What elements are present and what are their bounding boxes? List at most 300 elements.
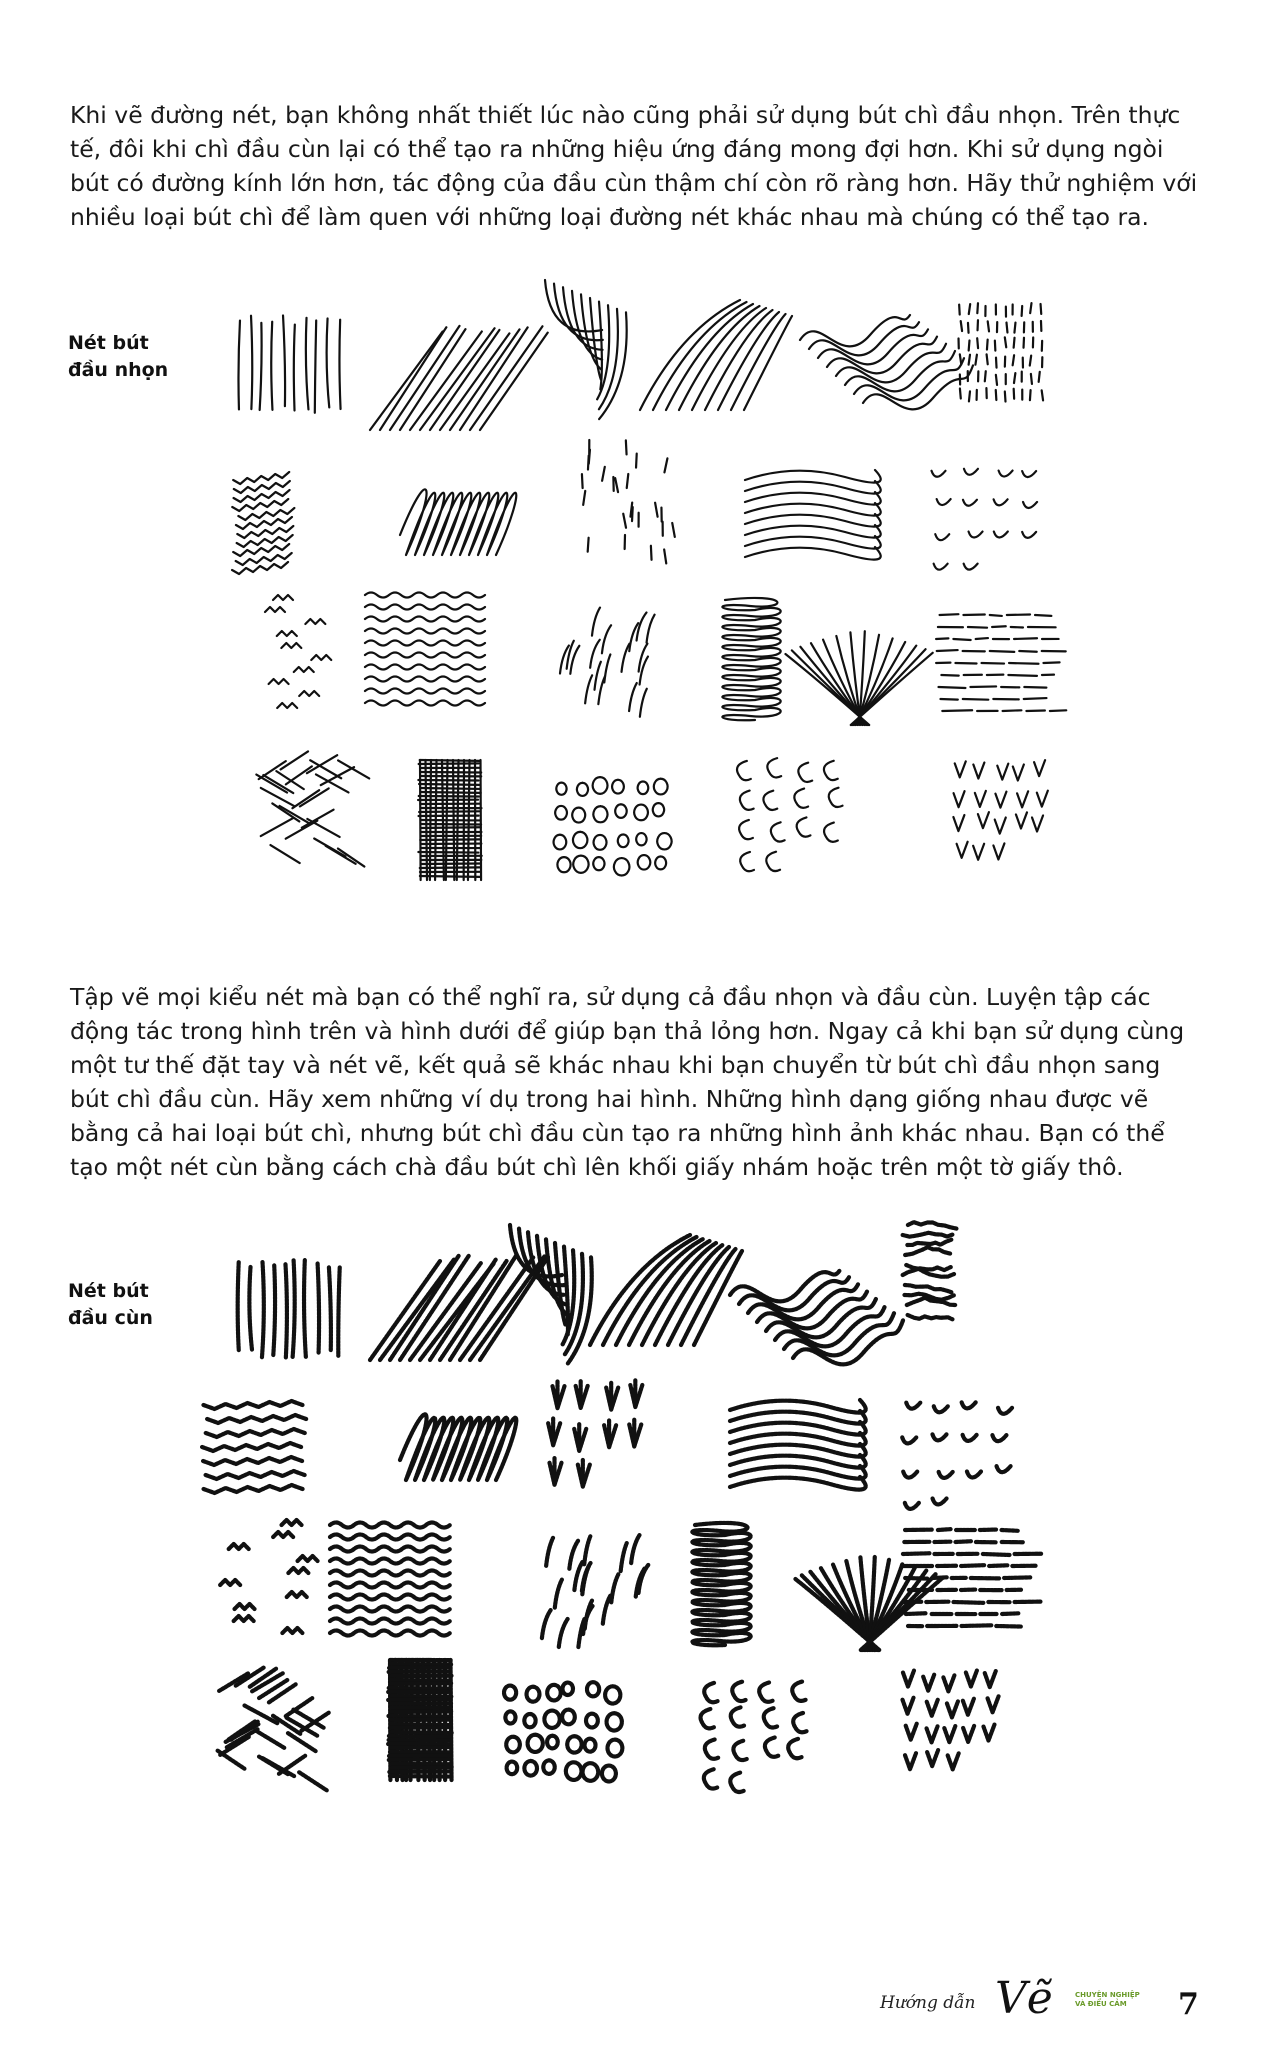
stroke-mark [389,1759,449,1760]
stroke-mark [987,340,988,350]
stroke-mark [963,614,984,615]
brand-subtitle [1075,1991,1140,2009]
stroke-mark [964,564,978,570]
stroke-mark [543,1760,554,1773]
stroke-mark [365,593,485,598]
stroke-mark [744,316,792,410]
stroke-mark [505,1711,515,1723]
stroke-mark [233,472,289,484]
stroke-mark [238,321,239,410]
stroke-mark [771,822,785,841]
stroke-mark [639,1565,649,1593]
stroke-mark [1008,675,1037,676]
vertical-lines-sample [238,1260,340,1358]
stroke-mark [983,1554,1010,1555]
stroke-mark [977,303,978,313]
stroke-mark [978,812,989,828]
zigzag-rows-sample [202,1401,306,1493]
stroke-mark [392,1767,452,1768]
stroke-mark [380,327,446,430]
dashed-vertical-sample [959,303,1044,401]
stroke-mark [973,844,984,860]
stroke-mark [236,553,292,565]
stroke-mark [903,1671,914,1687]
stroke-mark [1035,615,1051,616]
stroke-mark [203,1457,302,1465]
stroke-mark [906,1724,917,1740]
stroke-mark [544,1711,559,1728]
stroke-mark [961,321,962,331]
stroke-mark [937,499,951,505]
stroke-mark [559,1619,568,1647]
stroke-mark [1013,765,1024,781]
stroke-mark [269,679,289,684]
stroke-mark [567,1736,581,1752]
stroke-mark [563,1683,573,1695]
stroke-mark [903,1233,953,1237]
stroke-mark [527,1687,540,1702]
stroke-mark [908,1315,953,1319]
grass-clumps-sample [548,1379,642,1487]
crossed-hatch-sample [256,751,369,866]
stroke-mark [967,1471,981,1477]
intro-paragraph [70,98,1200,234]
stroke-mark [315,320,316,412]
stroke-mark [204,1485,303,1493]
stroke-mark [277,703,297,708]
sharp-stroke-samples [0,270,1283,950]
stroke-mark [588,538,589,552]
stroke-mark [430,1260,496,1360]
stroke-mark [906,1613,927,1614]
zigzag-hatch-sample [232,472,294,574]
stroke-mark [280,806,311,824]
stroke-mark [1039,372,1040,382]
stroke-mark [745,503,881,516]
stroke-mark [593,806,607,822]
stroke-mark [294,325,295,411]
stroke-mark [202,1443,301,1451]
stroke-mark [557,857,570,872]
stroke-mark [578,1459,590,1487]
stroke-mark [903,1472,917,1478]
stroke-mark [238,508,294,520]
stroke-mark [365,641,485,646]
wavy-horizontal-sample [365,593,485,706]
brand-sub-line1: CHUYÊN NGHIỆP [1075,1991,1140,1999]
stroke-mark [391,1680,451,1681]
stroke-mark [259,761,286,779]
stroke-mark [962,1402,976,1408]
stroke-mark [298,1556,318,1561]
stroke-mark [273,1532,293,1537]
brand-sub-line2: VÀ ĐIỂU CẢM [1075,2000,1127,2008]
stroke-mark [288,1733,316,1751]
stroke-mark [994,499,1008,505]
stroke-mark [318,1264,319,1353]
stroke-mark [450,329,520,430]
stroke-mark [562,1710,575,1725]
stroke-mark [329,1267,331,1351]
stroke-mark [392,1732,452,1733]
loop-coils-sample [722,598,780,720]
sharp-label-line2: đầu nhọn [68,359,169,381]
stroke-mark [606,1382,618,1410]
stroke-mark [763,791,777,810]
stroke-mark [585,675,592,703]
stroke-mark [612,780,624,794]
stroke-mark [629,683,637,711]
stroke-mark [995,818,1006,834]
stroke-mark [528,1735,543,1752]
stroke-mark [824,761,838,780]
stroke-mark [365,689,485,694]
dash-rows-sample [902,1529,1041,1626]
stroke-mark [953,1602,983,1603]
stroke-mark [504,1686,516,1700]
stroke-mark [1024,698,1047,699]
stroke-mark [430,330,499,430]
brand-prefix: Hướng dẫn [880,1993,976,2013]
stroke-mark [583,1763,599,1781]
stroke-mark [1005,337,1006,347]
vertical-lines-sample [238,316,340,413]
stroke-mark [961,1565,984,1566]
stroke-mark [664,549,666,563]
stroke-mark [292,790,319,808]
stroke-mark [1031,374,1032,384]
horizontal-waves-sample [730,1400,866,1490]
stroke-mark [590,640,600,668]
stroke-mark [583,491,585,505]
stroke-mark [615,478,618,492]
stroke-mark [987,354,988,364]
stroke-mark [722,598,780,720]
stroke-mark [263,775,293,793]
stroke-mark [824,823,838,842]
stroke-mark [1007,614,1030,615]
stroke-mark [338,849,364,867]
stroke-mark [993,843,1004,859]
stroke-mark [602,1766,616,1782]
c-curls-sample [737,758,843,871]
stroke-mark [906,1403,920,1409]
v-marks-sample [903,1671,999,1770]
stroke-mark [419,784,479,785]
stroke-mark [327,319,330,408]
stroke-mark [593,777,608,794]
wavy-horizontal-sample [330,1523,450,1636]
stroke-mark [203,1401,302,1409]
stroke-mark [611,1574,618,1602]
stroke-mark [389,1771,449,1772]
stroke-mark [420,839,480,840]
scribble-marks-sample [220,1520,317,1633]
page-number: 7 [1178,1987,1199,2022]
brand-word: Vẽ [995,1973,1053,2024]
stroke-mark [300,788,329,806]
stroke-mark [587,1682,599,1696]
stroke-mark [692,308,766,410]
stroke-mark [584,1536,590,1564]
stroke-mark [281,643,301,648]
stroke-mark [988,1696,999,1712]
stroke-mark [1037,791,1048,807]
stroke-mark [638,855,651,870]
stroke-mark [550,1457,562,1485]
stroke-mark [265,607,285,612]
stroke-mark [968,627,987,628]
stroke-mark [985,371,986,381]
stroke-mark [975,791,986,807]
stroke-mark [1022,471,1036,477]
stroke-mark [937,650,958,651]
stroke-mark [400,1414,516,1480]
stroke-mark [206,1471,305,1479]
dash-rows-sample [936,614,1066,711]
stroke-mark [939,1472,953,1478]
stroke-mark [419,763,479,764]
stroke-mark [636,833,646,845]
grass-strokes-sample [560,608,655,717]
stroke-mark [307,755,337,773]
stroke-mark [969,340,970,350]
stroke-mark [939,687,966,688]
stroke-mark [992,1435,1006,1441]
stroke-mark [745,481,881,494]
stroke-mark [255,1730,285,1748]
stroke-mark [964,469,978,475]
stroke-mark [927,1750,938,1766]
diagonal-hatch-sample [370,326,548,430]
stroke-mark [586,1714,598,1728]
stroke-mark [970,686,996,687]
stroke-mark [947,1701,958,1717]
stroke-mark [576,1380,588,1408]
stroke-mark [1002,1530,1019,1531]
stroke-mark [608,1740,623,1757]
stroke-mark [391,1683,451,1684]
stroke-mark [793,1713,807,1732]
stroke-mark [566,1762,582,1780]
stroke-mark [954,791,965,807]
stroke-mark [948,1753,959,1769]
stroke-mark [542,1610,551,1638]
stroke-mark [932,471,946,477]
stroke-mark [1014,373,1015,383]
stroke-mark [593,857,604,870]
stroke-mark [657,833,671,849]
stroke-mark [1017,791,1028,807]
stroke-mark [548,1417,560,1445]
stroke-mark [547,1736,558,1749]
fan-strokes-sample [785,631,932,725]
stroke-mark [988,321,989,331]
stroke-mark [390,1776,450,1777]
stroke-mark [1023,502,1037,508]
sharp-label-line1: Nét bút [68,332,149,354]
stroke-mark [338,760,369,778]
stroke-mark [556,783,566,795]
stroke-mark [605,1686,620,1703]
blunt-label-line2: đầu cùn [68,1307,153,1329]
stroke-mark [745,514,881,527]
stroke-mark [655,503,657,517]
curved-diagonal-sample [545,280,627,419]
stroke-mark [990,615,1002,616]
stroke-mark [262,1262,264,1357]
stroke-mark [953,815,964,831]
stroke-mark [288,1568,308,1573]
stroke-mark [615,804,626,817]
stroke-mark [365,677,485,682]
horizontal-waves-sample [745,470,881,560]
stroke-mark [999,471,1013,477]
stroke-mark [421,788,481,789]
stroke-mark [927,1700,938,1716]
stroke-mark [251,316,252,409]
stroke-mark [285,1264,286,1358]
stroke-mark [390,1747,450,1748]
intro-text: Khi vẽ đường nét, bạn không nhất thiết lúc nào cũng phải sử dụng bút chì đầu nhọn. Trên thực tế, đôi khi chì đầu cùn lại có thể tạo ra những hiệu ứng đáng mong đợi hơn. Khi sử dụng ngòi bút có đường kính lớn hơn, tác động của đầu cùn thậm chí còn rõ ràng hơn. Hãy thử nghiệm với nhiều loại bút chì để làm quen với những loại đường nét khác nhau mà chúng có thể tạo ra. [70,101,1198,231]
stroke-mark [975,355,976,365]
stroke-mark [390,1727,450,1728]
stroke-mark [277,631,297,636]
stroke-mark [259,1757,289,1775]
stroke-mark [621,1543,627,1571]
stroke-mark [994,531,1008,537]
stroke-mark [330,1595,450,1600]
small-u-marks-sample [902,1402,1012,1509]
stroke-mark [589,450,590,464]
stroke-mark [905,1247,950,1255]
stroke-mark [977,338,978,348]
stroke-mark [330,1607,450,1612]
stroke-mark [421,772,481,773]
stroke-mark [767,758,781,777]
stroke-mark [938,1529,951,1530]
stroke-mark [1002,1613,1019,1614]
stroke-mark [622,644,630,672]
stroke-mark [365,665,485,670]
stroke-mark [330,1559,450,1564]
stroke-mark [934,564,948,570]
stroke-mark [932,1577,947,1578]
stroke-mark [740,791,754,810]
c-curls-sample [701,1682,807,1792]
stroke-mark [365,605,485,610]
stroke-mark [963,1435,977,1441]
stroke-mark [1003,710,1022,711]
stroke-mark [1030,390,1031,400]
stroke-mark [380,1260,454,1360]
stroke-mark [997,764,1008,780]
stroke-mark [996,1626,1021,1627]
stroke-mark [330,1547,450,1552]
stroke-mark [730,1773,744,1792]
stroke-mark [1042,390,1043,400]
stroke-mark [983,1725,994,1741]
stroke-mark [1022,532,1036,538]
stroke-mark [388,1716,448,1717]
stroke-mark [731,1707,745,1726]
stroke-mark [626,440,627,454]
stroke-mark [389,1688,449,1689]
small-circles-sample [504,1682,622,1781]
stroke-mark [905,1503,919,1509]
stroke-mark [1016,812,1027,828]
stroke-mark [294,667,314,672]
small-circles-sample [554,777,672,875]
stroke-mark [731,314,786,410]
stroke-mark [299,1772,327,1790]
stroke-mark [271,322,272,410]
stroke-mark [282,1520,302,1525]
stroke-mark [249,1267,252,1351]
stroke-mark [902,1437,916,1443]
stroke-mark [595,662,601,690]
stroke-mark [968,323,969,333]
stroke-mark [419,811,479,812]
stroke-mark [286,821,318,839]
stroke-mark [653,803,664,816]
stroke-mark [614,858,629,875]
long-diagonal-curves-sample [640,300,792,410]
blunt-label-line1: Nét bút [68,1280,149,1302]
blunt-stroke-samples [0,1215,1283,1895]
stroke-mark [470,326,542,430]
stroke-mark [339,320,340,409]
stroke-mark [681,1249,736,1345]
stroke-mark [907,1240,951,1245]
stroke-mark [935,534,949,540]
stroke-mark [942,710,972,711]
stroke-mark [440,333,509,430]
stroke-mark [996,358,997,368]
stroke-mark [969,532,983,538]
stroke-mark [594,835,607,850]
stroke-mark [792,1682,806,1701]
stroke-mark [740,852,754,871]
stroke-mark [963,500,977,506]
stroke-mark [739,820,753,839]
stroke-mark [1024,687,1046,688]
ellipse-loops-sample [400,489,516,555]
dense-vertical-sample [388,1660,452,1780]
stroke-mark [963,1699,974,1715]
stroke-mark [286,766,312,784]
stroke-mark [932,1434,946,1440]
stroke-mark [963,1726,974,1742]
stroke-mark [418,852,478,853]
stroke-mark [634,805,648,821]
stroke-mark [960,389,961,399]
stroke-mark [603,1596,610,1624]
stroke-mark [365,653,485,658]
stroke-mark [220,1580,240,1585]
stroke-mark [745,547,881,560]
stroke-mark [640,689,647,717]
stroke-mark [299,691,319,696]
stroke-mark [969,304,970,314]
stroke-mark [330,1571,450,1576]
stroke-mark [592,608,600,636]
stroke-mark [704,1769,718,1788]
stroke-mark [206,1429,305,1437]
stroke-mark [506,1737,520,1753]
stroke-mark [311,655,331,660]
stroke-mark [391,1696,451,1697]
